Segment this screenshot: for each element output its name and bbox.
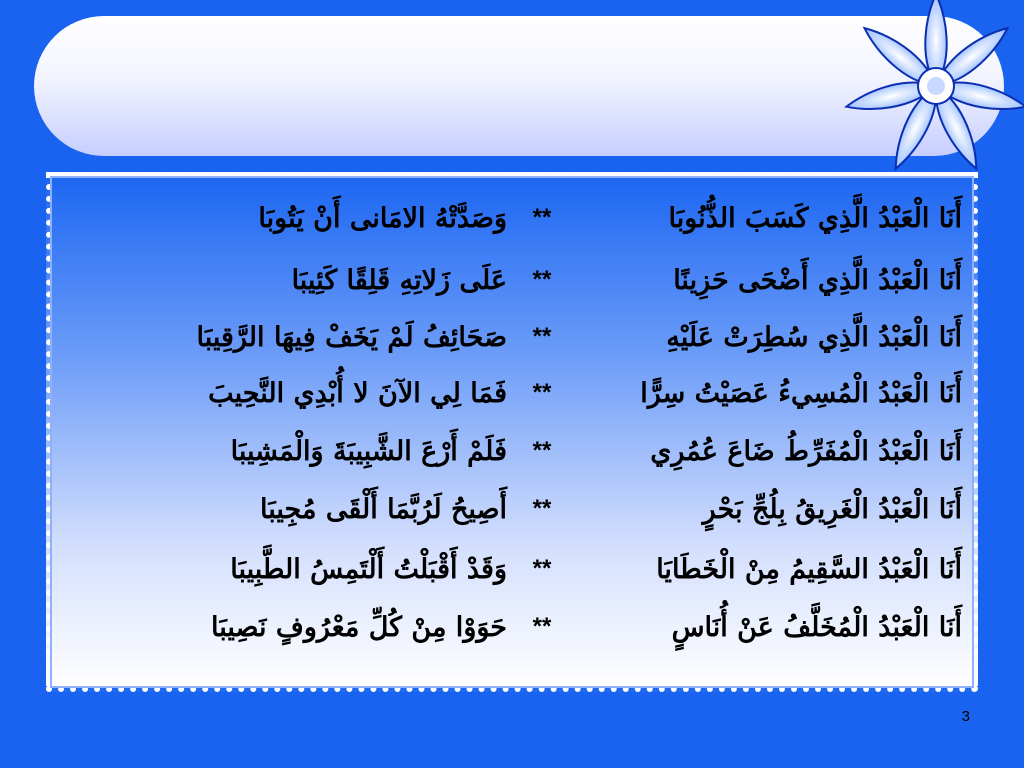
verse-row [62,365,962,421]
verse-row [62,423,962,479]
verse-separator: ** [532,613,552,640]
verse-second-half: حَوَوْا مِنْ كُلِّ مَعْرُوفٍ نَصِيبَا [211,611,507,643]
verse-first-half: أَنَا الْعَبْدُ الْمُفَرِّطُ ضَاعَ عُمُرِي [650,435,962,467]
verse-first-half: أَنَا الْعَبْدُ الَّذِي أَضْحَى حَزِينًا [673,264,962,296]
verse-second-half: فَمَا لِي الآنَ لا أُبْدِي النَّحِيبَ [208,377,507,409]
verse-first-half: أَنَا الْعَبْدُ الَّذِي كَسَبَ الذُّنُوبَا [668,202,962,234]
verse-first-half: أَنَا الْعَبْدُ الْمُخَلَّفُ عَنْ أُنَاسٍ [671,611,962,643]
verse-row [62,481,962,537]
verse-row [62,309,962,365]
verse-row [62,541,962,597]
verse-separator: ** [532,437,552,464]
verse-separator: ** [532,555,552,582]
verse-second-half: وَصَدَّتْهُ الامَانى أَنْ يَتُوبَا [258,202,507,234]
verse-first-half: أَنَا الْعَبْدُ الَّذِي سُطِرَتْ عَلَيْهِ [666,321,962,353]
poem-panel [46,172,978,692]
verse-first-half: أَنَا الْعَبْدُ السَّقِيمُ مِنْ الْخَطَايَا [656,553,962,585]
poem-verses [52,178,972,686]
verse-row [62,252,962,308]
verse-second-half: وَقَدْ أَقْبَلْتُ أَلْتَمِسُ الطَّبِيبَا [230,553,507,585]
verse-second-half: أَصِيحُ لَرُبَّمَا أَلْقَى مُجِيبَا [260,493,507,525]
verse-separator: ** [532,379,552,406]
verse-separator: ** [532,266,552,293]
verse-first-half: أَنَا الْعَبْدُ الْغَرِيقُ بِلُجِّ بَحْرٍ [702,493,962,525]
verse-first-half: أَنَا الْعَبْدُ الْمُسِيءُ عَصَيْتُ سِرًّا [640,377,962,409]
verse-separator: ** [532,204,552,231]
page-number: 3 [961,708,970,725]
verse-separator: ** [532,495,552,522]
verse-second-half: صَحَائِفُ لَمْ يَخَفْ فِيهَا الرَّقِيبَا [196,321,507,353]
verse-row [62,599,962,655]
verse-second-half: فَلَمْ أَرْعَ الشَّبِيبَةَ وَالْمَشِيبَا [230,435,507,467]
flower-icon [838,0,1024,176]
verse-separator: ** [532,323,552,350]
verse-row [62,190,962,246]
verse-second-half: عَلَى زَلاتِهِ قَلِقًا كَئِيبَا [291,264,507,296]
